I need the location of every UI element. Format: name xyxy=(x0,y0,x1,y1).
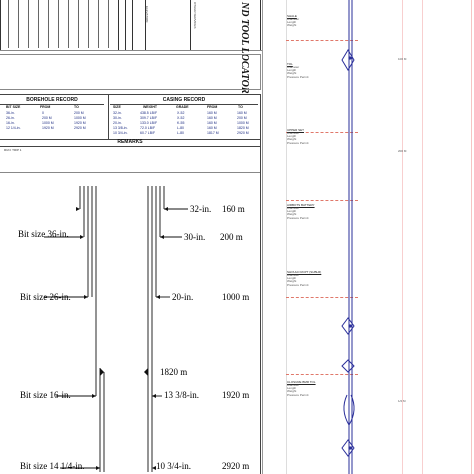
elevation-label: ELEVATION xyxy=(145,6,149,23)
interval-line: Pressure Permit xyxy=(287,140,309,145)
depth-label-160: 160 m xyxy=(222,204,245,214)
interval-line: Diameter xyxy=(287,383,300,387)
log-track-panel xyxy=(262,0,474,474)
interval-title: AIRBOTS BATTERY xyxy=(287,203,315,207)
casing-cell: 1817 M xyxy=(207,131,219,135)
borehole-cell: 1000 M xyxy=(42,121,54,125)
interval-line: Length xyxy=(287,68,297,73)
borehole-col-to: TO xyxy=(74,105,79,109)
casing-label-30: 30-in. xyxy=(184,232,206,242)
borehole-cell: 200 M xyxy=(74,111,84,115)
casing-cell: 160 M xyxy=(237,111,247,115)
borehole-cell: 1000 M xyxy=(74,116,86,120)
borehole-title: BOREHOLE RECORD xyxy=(26,97,78,103)
interval-line: Length xyxy=(287,209,297,214)
casing-cell: K-55 xyxy=(177,121,185,125)
casing-cell: 2920 M xyxy=(237,131,249,135)
remarks-box xyxy=(0,138,260,173)
tool-dot xyxy=(348,56,351,59)
depth-label-1920: 1920 m xyxy=(222,390,250,400)
interval-line: Weight xyxy=(287,71,297,76)
well-schematic xyxy=(0,172,262,474)
interval-line: Length xyxy=(287,276,297,281)
casing-cell: 160 M xyxy=(207,126,217,130)
interval-line: Length xyxy=(287,20,297,25)
empty-box xyxy=(0,54,261,90)
borehole-col-bit: BIT SIZE xyxy=(6,105,21,109)
casing-cell: 438.5 LB/F xyxy=(140,111,158,115)
casing-cell: X-52 xyxy=(177,111,185,115)
bit-label-14: Bit size 14 1/4-in. xyxy=(20,461,85,471)
interval-line: Diameter xyxy=(287,65,300,69)
casing-cell: 30-in. xyxy=(113,116,122,120)
casing-cell: 10 3/4-in. xyxy=(113,131,128,135)
borehole-cell: 26-in. xyxy=(6,116,15,120)
interval-line: Length xyxy=(287,386,297,391)
casing-cell: 1820 M xyxy=(237,126,249,130)
casing-label-13: 13 3/8-in. xyxy=(164,390,199,400)
borehole-cell: 36-in. xyxy=(6,111,15,115)
depth-label-1820: 1820 m xyxy=(160,367,188,377)
casing-cell: 160 M xyxy=(207,121,217,125)
casing-col-from: FROM xyxy=(207,105,218,109)
casing-label-32: 32-in. xyxy=(190,204,212,214)
records-area xyxy=(0,94,260,140)
tool-dot xyxy=(348,324,351,327)
interval-line: Pressure Permit xyxy=(287,282,309,287)
borehole-cell: 1920 M xyxy=(42,126,54,130)
interval-line: Weight xyxy=(287,279,297,284)
header-strip xyxy=(0,0,262,94)
logo-text: ND TOOL LOCATOR xyxy=(239,2,250,94)
other-services-label: OTHER SERVICES xyxy=(193,2,197,29)
borehole-col-from: FROM xyxy=(40,105,51,109)
depth-mark: 1/2 M xyxy=(398,399,406,403)
borehole-cell: 2920 M xyxy=(74,126,86,130)
casing-cell: 32-in. xyxy=(113,111,122,115)
casing-label-20: 20-in. xyxy=(172,292,194,302)
interval-line: Pressure Permit xyxy=(287,215,309,220)
interval-title: SHALE xyxy=(287,14,297,18)
casing-cell: 72.0 LB/F xyxy=(140,126,156,130)
casing-cell: 133.0 LB/F xyxy=(140,121,158,125)
casing-cell: L-80 xyxy=(177,131,185,135)
casing-cell: 160 M xyxy=(207,116,217,120)
interval-line: Pressure Permit xyxy=(287,74,309,79)
casing-col-to: TO xyxy=(238,105,243,109)
bit-label-36: Bit size 36-in. xyxy=(18,229,69,239)
borehole-cell: 200 M xyxy=(42,116,52,120)
interval-title: UPPER SET xyxy=(287,128,305,132)
casing-col-weight: WEIGHT xyxy=(143,105,157,109)
casing-label-10: 10 3/4-in. xyxy=(156,461,191,471)
tool-string-trace xyxy=(262,0,474,474)
interval-title: TOL xyxy=(287,62,293,66)
interval-title: SHOULD RCPT (SUBLR) xyxy=(287,270,322,274)
casing-cell: L-80 xyxy=(177,126,185,130)
interval-line: Weight xyxy=(287,212,297,217)
interval-title: CLOSURE BMR TOL xyxy=(287,380,316,384)
borehole-cell: 16-in. xyxy=(6,121,15,125)
remarks-text: RUN: TRIP 1 xyxy=(4,148,22,152)
bit-label-26: Bit size 26-in. xyxy=(20,292,71,302)
casing-col-size: SIZE xyxy=(113,105,121,109)
borehole-cell: 12 1/4-in. xyxy=(6,126,21,130)
interval-line: Weight xyxy=(287,23,297,28)
casing-cell: 60.7 LB/F xyxy=(140,131,156,135)
interval-line: Diameter xyxy=(287,131,300,135)
interval-line: Diameter xyxy=(287,206,300,210)
interval-line: Pressure Permit xyxy=(287,392,309,397)
casing-cell: 20-in. xyxy=(113,121,122,125)
tool-dot xyxy=(348,446,351,449)
depth-label-1000: 1000 m xyxy=(222,292,250,302)
interval-line: Weight xyxy=(287,137,297,142)
casing-title: CASING RECORD xyxy=(162,97,206,103)
casing-cell: 160 M xyxy=(207,111,217,115)
depth-mark: 100 M xyxy=(398,57,407,61)
interval-line: Diameter xyxy=(287,17,300,21)
remarks-title: REMARKS xyxy=(117,139,143,145)
casing-cell: 309.7 LB/F xyxy=(140,116,158,120)
casing-cell: X-52 xyxy=(177,116,185,120)
casing-cell: 200 M xyxy=(237,116,247,120)
casing-col-grade: GRADE xyxy=(176,105,189,109)
borehole-cell: 1920 M xyxy=(74,121,86,125)
interval-line: Length xyxy=(287,134,297,139)
borehole-cell: 0 xyxy=(42,111,44,115)
depth-label-200: 200 m xyxy=(220,232,243,242)
casing-cell: 13 3/8-in. xyxy=(113,126,128,130)
interval-line: Weight xyxy=(287,389,297,394)
casing-cell: 1000 M xyxy=(237,121,249,125)
depth-mark: 200 M xyxy=(398,149,407,153)
interval-line: Diameter xyxy=(287,273,300,277)
bit-label-16: Bit size 16-in. xyxy=(20,390,71,400)
depth-label-2920: 2920 m xyxy=(222,461,250,471)
